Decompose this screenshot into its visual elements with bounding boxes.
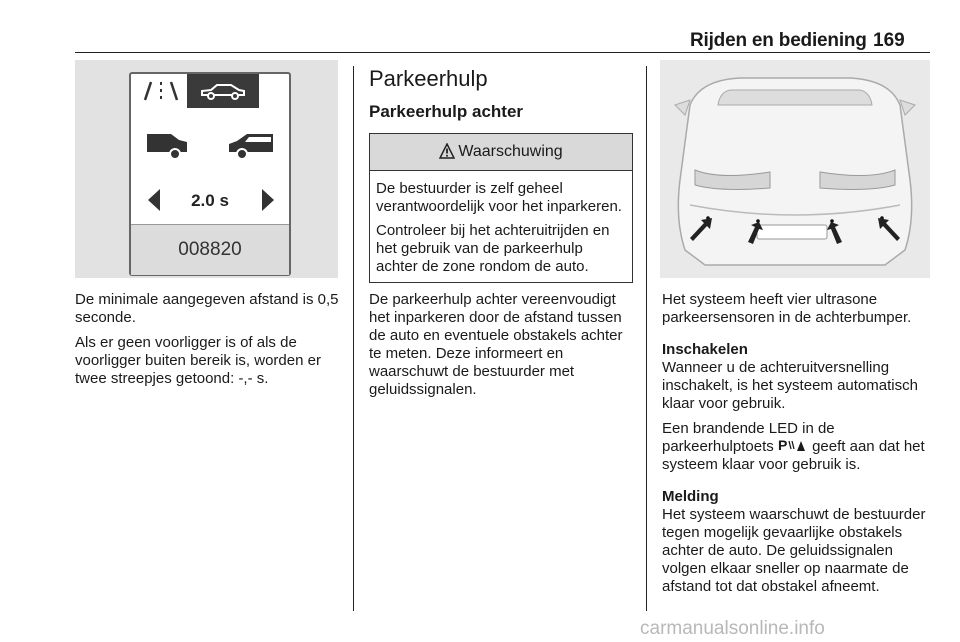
header-title: Rijden en bediening <box>690 30 867 51</box>
middle-column-text <box>369 291 635 406</box>
car-rear-sensors-illustration <box>660 60 930 278</box>
parking-assist-button-icon <box>778 438 808 452</box>
arrow-right-icon <box>261 188 275 212</box>
display-tabs <box>131 74 289 108</box>
display-screen <box>129 72 291 276</box>
led-text-after: geeft aan dat het systeem klaar voor gebruik is. <box>662 438 925 473</box>
paragraph: Als er geen voorligger is of als de voorligger buiten bereik is, worden er twee streepjes getoond: -,- s. <box>75 334 321 387</box>
warning-title: Waarschuwing <box>458 143 563 160</box>
subheading-melding: Melding <box>662 488 719 505</box>
watermark: carmanualsonline.info <box>640 618 825 639</box>
paragraph: Wanneer u de achteruitversnelling inschakelt, is het systeem automatisch klaar voor gebruik. <box>662 359 918 412</box>
paragraph <box>662 420 934 474</box>
display-distance-value: 2.0 s <box>191 191 229 210</box>
paragraph: Het systeem heeft vier ultrasone parkeersensoren in de achterbumper. <box>662 291 912 326</box>
display-tab-active <box>187 74 259 108</box>
header-rule <box>75 52 930 53</box>
warning-body <box>370 171 632 276</box>
vehicle-ahead-icon <box>227 130 275 160</box>
car-side-icon <box>199 82 247 100</box>
section-title: Parkeerhulp <box>369 66 488 91</box>
paragraph: De parkeerhulp achter vereenvoudigt het inparkeren door de afstand tussen de auto en eventuele obstakels achter te meten. Deze informeert en waarschuwt de bestuurder met geluidssignalen. <box>369 291 623 398</box>
svg-text:P: P <box>777 438 788 452</box>
subheading-inschakelen: Inschakelen <box>662 341 748 358</box>
sub-title: Parkeerhulp achter <box>369 102 524 121</box>
warning-box <box>369 133 633 283</box>
warning-paragraph: De bestuurder is zelf geheel verantwoordelijk voor het inparkeren. <box>376 180 622 215</box>
following-distance-display-illustration <box>75 60 338 278</box>
car-rear-drawing <box>660 60 930 278</box>
left-column-text <box>75 291 345 395</box>
warning-icon <box>439 143 455 159</box>
own-car-icon <box>145 130 189 160</box>
right-column-text <box>662 291 934 603</box>
page-number: 169 <box>873 30 905 51</box>
column-divider-2 <box>646 66 647 611</box>
led-text-before: Een brandende LED in de parkeerhulptoets <box>662 420 835 455</box>
lane-icon <box>141 80 181 102</box>
display-odometer: 008820 <box>178 239 242 260</box>
warning-paragraph: Controleer bij het achteruitrijden en het gebruik van de parkeerhulp achter de zone rondom de auto. <box>376 222 610 275</box>
paragraph: De minimale aangegeven afstand is 0,5 seconde. <box>75 291 339 326</box>
paragraph: Het systeem waarschuwt de bestuurder tegen mogelijk gevaarlijke obstakels achter de auto. De geluidssignalen volgen elkaar sneller op naarmate de afstand tot dat obstakel afneemt. <box>662 506 926 595</box>
warning-header <box>370 134 632 171</box>
column-divider-1 <box>353 66 354 611</box>
